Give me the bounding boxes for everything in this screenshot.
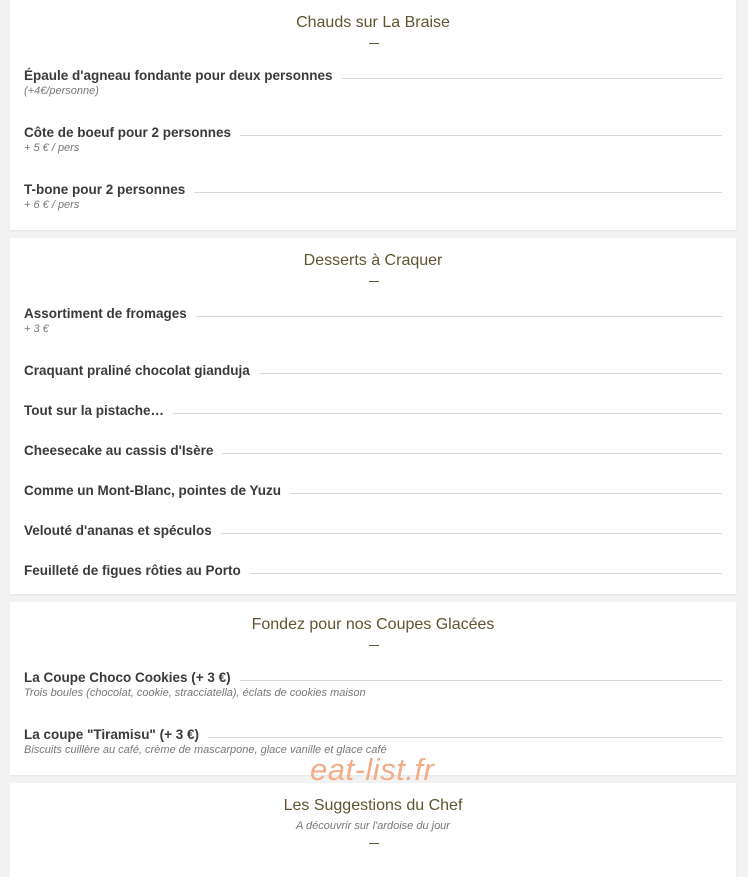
menu-item (24, 440, 722, 458)
item-name: Côte de boeuf pour 2 personnes (24, 125, 232, 140)
section-divider (369, 281, 379, 282)
item-description: Trois boules (chocolat, cookie, stracciatella), éclats de cookies maison (24, 687, 366, 699)
menu-section-desserts (10, 238, 736, 594)
menu-item (24, 667, 722, 699)
menu-item (24, 360, 722, 378)
item-description: Biscuits cuillère au café, crème de mascarpone, glace vanille et glace café (24, 744, 387, 756)
item-name: Assortiment de fromages (24, 306, 187, 321)
menu-section-coupes (10, 602, 736, 775)
section-title: Chauds sur La Braise (296, 14, 450, 31)
menu-section-suggestions (10, 783, 736, 877)
leader-line (196, 316, 722, 317)
menu-section-braise (10, 0, 736, 230)
menu-item (24, 520, 722, 538)
leader-line (194, 192, 722, 193)
item-name: Tout sur la pistache… (24, 403, 165, 418)
watermark: eat-list.fr (310, 752, 435, 787)
section-title: Desserts à Craquer (303, 252, 443, 269)
item-name: T-bone pour 2 personnes (24, 182, 186, 197)
leader-line (240, 135, 722, 136)
item-description: + 3 € (24, 323, 49, 335)
leader-line (290, 493, 722, 494)
leader-line (259, 373, 722, 374)
section-title: Fondez pour nos Coupes Glacées (251, 616, 495, 633)
item-description: + 5 € / pers (24, 142, 80, 154)
leader-line (222, 453, 722, 454)
leader-line (342, 78, 722, 79)
menu-item (24, 480, 722, 498)
leader-line (208, 737, 722, 738)
item-name: Craquant praliné chocolat gianduja (24, 363, 250, 378)
section-title: Les Suggestions du Chef (283, 797, 463, 814)
section-divider (369, 645, 379, 646)
leader-line (221, 533, 722, 534)
item-name: Velouté d'ananas et spéculos (24, 523, 212, 538)
section-subtitle: A découvrir sur l'ardoise du jour (296, 820, 450, 832)
leader-line (173, 413, 722, 414)
item-name: La coupe "Tiramisu" (+ 3 €) (24, 727, 199, 742)
item-description: (+4€/personne) (24, 85, 99, 97)
menu-item (24, 303, 722, 335)
leader-line (250, 573, 722, 574)
section-divider (369, 843, 379, 844)
leader-line (240, 680, 722, 681)
menu-item (24, 65, 722, 97)
item-name: Épaule d'agneau fondante pour deux personnes (24, 68, 333, 83)
item-description: + 6 € / pers (24, 199, 80, 211)
item-name: La Coupe Choco Cookies (+ 3 €) (24, 670, 231, 685)
menu-item (24, 400, 722, 418)
item-name: Feuilleté de figues rôties au Porto (24, 563, 241, 578)
item-name: Cheesecake au cassis d'Isère (24, 443, 214, 458)
menu-item (24, 179, 722, 211)
menu-item (24, 560, 722, 578)
item-name: Comme un Mont-Blanc, pointes de Yuzu (24, 483, 282, 498)
menu-item (24, 122, 722, 154)
section-divider (369, 43, 379, 44)
